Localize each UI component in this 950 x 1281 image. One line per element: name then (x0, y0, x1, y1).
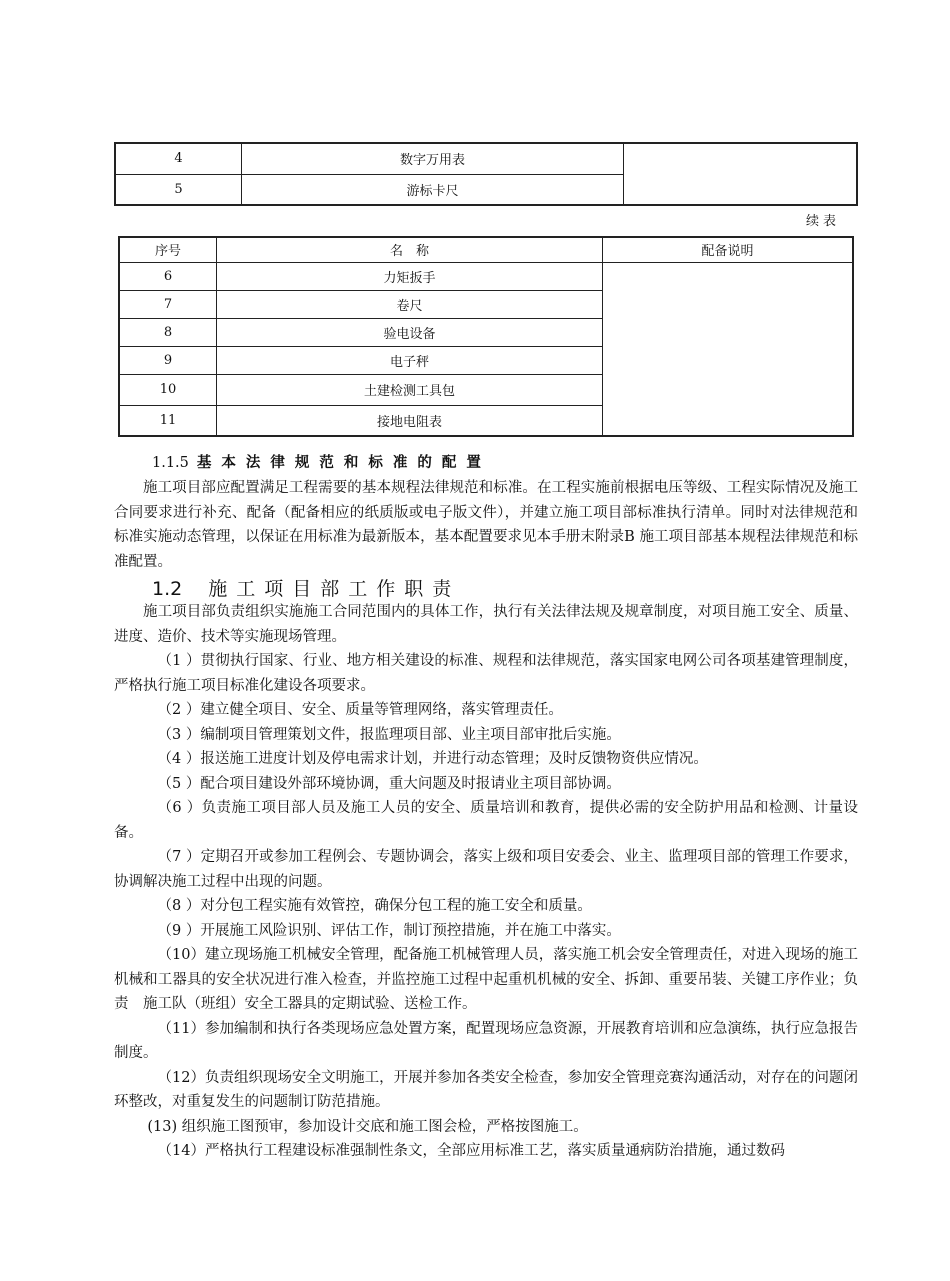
list-item: (13) 组织施工图预审，参加设计交底和施工图会检，严格按图施工。 (147, 1118, 588, 1135)
row-number: 10 (119, 374, 217, 405)
row-name: 土建检测工具包 (217, 374, 603, 405)
equipment-table-top (114, 142, 858, 206)
continued-label: 续表 (806, 214, 841, 229)
section-title: 基本法律规范和标准的配置 (196, 454, 491, 471)
intro-paragraph: 施工项目部负责组织实施施工合同范围内的具体工作，执行有关法律法规及规章制度，对项目施工安全、质量、进度、造价、技术等实施现场管理。 (114, 604, 858, 645)
list-item: （4 ）报送施工进度计划及停电需求计划，并进行动态管理；及时反馈物资供应情况。 (157, 751, 708, 767)
list-item: （9 ）开展施工风险识别、评估工作，制订预控措施，并在施工中落实。 (157, 922, 621, 939)
header-name: 名 称 (217, 237, 603, 262)
list-item: （11）参加编制和执行各类现场应急处置方案，配置现场应急资源，开展教育培训和应急演练，执行应急报告制度。 (114, 1020, 858, 1061)
list-item: （7 ）定期召开或参加工程例会、专题协调会，落实上级和项目安委会、业主、监理项目部的管理工作要求，协调解决施工过程中出现的问题。 (114, 849, 858, 890)
equipment-table-main (118, 236, 854, 437)
section-number: 1.1.5 (152, 455, 189, 471)
row-number: 9 (119, 346, 217, 374)
section-115-body (114, 476, 858, 574)
row-name: 卷尺 (217, 290, 603, 318)
header-note: 配备说明 (603, 237, 854, 262)
list-item: （1 ）贯彻执行国家、行业、地方相关建设的标准、规程和法律规范，落实国家电网公司各项基建管理制度，严格执行施工项目标准化建设各项要求。 (114, 653, 858, 694)
row-name: 接地电阻表 (217, 405, 603, 436)
row-name: 验电设备 (217, 318, 603, 346)
list-item: （14）严格执行工程建设标准强制性条文，全部应用标准工艺，落实质量通病防治措施，通过数码 (157, 1143, 785, 1159)
table-header-row (119, 237, 853, 262)
section-115-heading (152, 451, 491, 472)
note-cell (624, 143, 858, 205)
table-row (115, 143, 857, 174)
list-item: （5 ）配合项目建设外部环境协调，重大问题及时报请业主项目部协调。 (157, 775, 621, 792)
row-number: 7 (119, 290, 217, 318)
header-number: 序号 (119, 237, 217, 262)
section-12-body (114, 600, 858, 1164)
row-name: 游标卡尺 (242, 174, 624, 205)
list-item: （12）负责组织现场安全文明施工，开展并参加各类安全检查，参加安全管理竞赛沟通活动，对存在的问题闭环整改，对重复发生的问题制订防范措施。 (114, 1069, 858, 1110)
section-12-heading (152, 574, 460, 601)
row-number: 4 (115, 143, 242, 174)
note-cell (603, 262, 854, 436)
paragraph: 施工项目部应配置满足工程需要的基本规程法律规范和标准。在工程实施前根据电压等级、工程实际情况及施工合同要求进行补充、配备（配备相应的纸质版或电子版文件），并建立施工项目部标准执行清单。同时对法律规范和标准实施动态管理，以保证在用标准为最新版本，基本配置要求见本手册末附录B 施工项目部基本规程法律规范和标准配置。 (114, 480, 858, 570)
list-item: （2 ）建立健全项目、安全、质量等管理网络，落实管理责任。 (157, 702, 563, 718)
section-title: 施工项目部工作职责 (208, 578, 461, 600)
table-row (119, 262, 853, 290)
row-name: 力矩扳手 (217, 262, 603, 290)
list-item: （3 ）编制项目管理策划文件，报监理项目部、业主项目部审批后实施。 (157, 726, 621, 743)
row-number: 11 (119, 405, 217, 436)
list-item: （6 ）负责施工项目部人员及施工人员的安全、质量培训和教育，提供必需的安全防护用品和检测、计量设备。 (114, 800, 858, 841)
section-number: 1.2 (152, 578, 183, 600)
list-item: （10）建立现场施工机械安全管理，配备施工机械管理人员，落实施工机会安全管理责任，对进入现场的施工机械和工器具的安全状况进行准入检查，并监控施工过程中起重机机械的安全、拆卸、重要吊装、关键工序作业；负责 施工队（班组）安全工器具的定期试验、送检工作。 (114, 947, 858, 1012)
row-number: 8 (119, 318, 217, 346)
row-name: 电子秤 (217, 346, 603, 374)
list-item: （8 ）对分包工程实施有效管控，确保分包工程的施工安全和质量。 (157, 898, 592, 914)
row-number: 5 (115, 174, 242, 205)
row-number: 6 (119, 262, 217, 290)
row-name: 数字万用表 (242, 143, 624, 174)
